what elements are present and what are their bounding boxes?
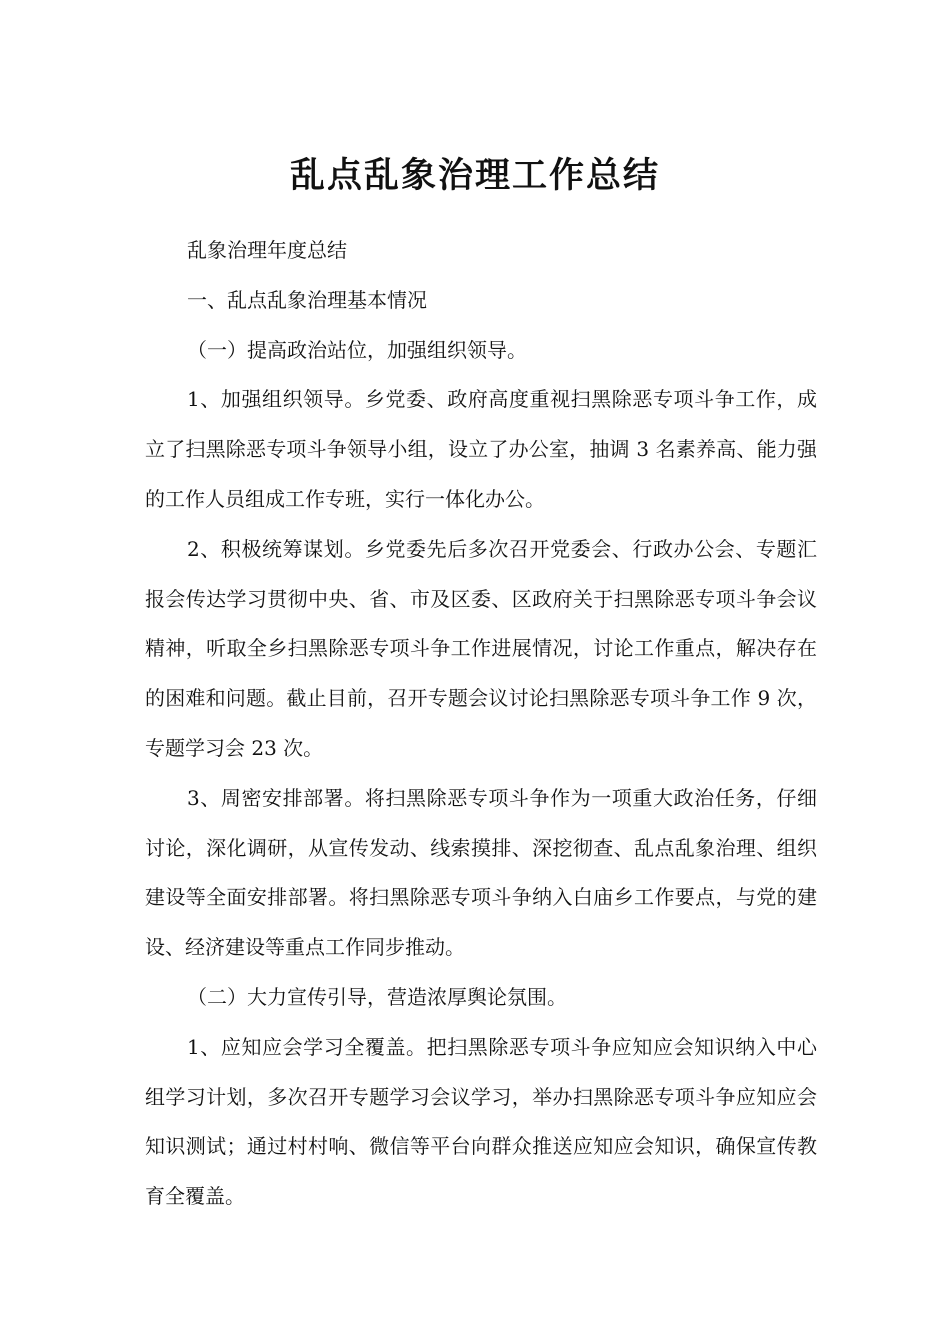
document-body [145,226,817,1222]
paragraph-1: 1、加强组织领导。乡党委、政府高度重视扫黑除恶专项斗争工作，成立了扫黑除恶专项斗争领导小组，设立了办公室，抽调 3 名素养高、能力强的工作人员组成工作专班，实行一体化办公。 [145,387,817,511]
subsection-heading-2: （二）大力宣传引导，营造浓厚舆论氛围。 [187,984,567,1009]
paragraph-3: 3、周密安排部署。将扫黑除恶专项斗争作为一项重大政治任务，仔细讨论，深化调研，从宣传发动、线索摸排、深挖彻查、乱点乱象治理、组织建设等全面安排部署。将扫黑除恶专项斗争纳入白庙乡工作要点，与党的建设、经济建设等重点工作同步推动。 [145,785,817,960]
section-heading-1: 一、乱点乱象治理基本情况 [187,287,427,312]
paragraph-4: 1、应知应会学习全覆盖。把扫黑除恶专项斗争应知应会知识纳入中心组学习计划，多次召开专题学习会议学习，举办扫黑除恶专项斗争应知应会知识测试；通过村村响、微信等平台向群众推送应知应会知识，确保宣传教育全覆盖。 [145,1034,817,1209]
section-subtitle: 乱象治理年度总结 [187,238,347,262]
subsection-heading-1: （一）提高政治站位，加强组织领导。 [187,337,527,362]
paragraph-2: 2、积极统筹谋划。乡党委先后多次召开党委会、行政办公会、专题汇报会传达学习贯彻中央、省、市及区委、区政府关于扫黑除恶专项斗争会议精神，听取全乡扫黑除恶专项斗争工作进展情况，讨论工作重点，解决存在的困难和问题。截止目前，召开专题会议讨论扫黑除恶专项斗争工作 9 次，专题学习会 23 次。 [145,536,817,760]
document-title: 乱点乱象治理工作总结 [289,156,660,197]
